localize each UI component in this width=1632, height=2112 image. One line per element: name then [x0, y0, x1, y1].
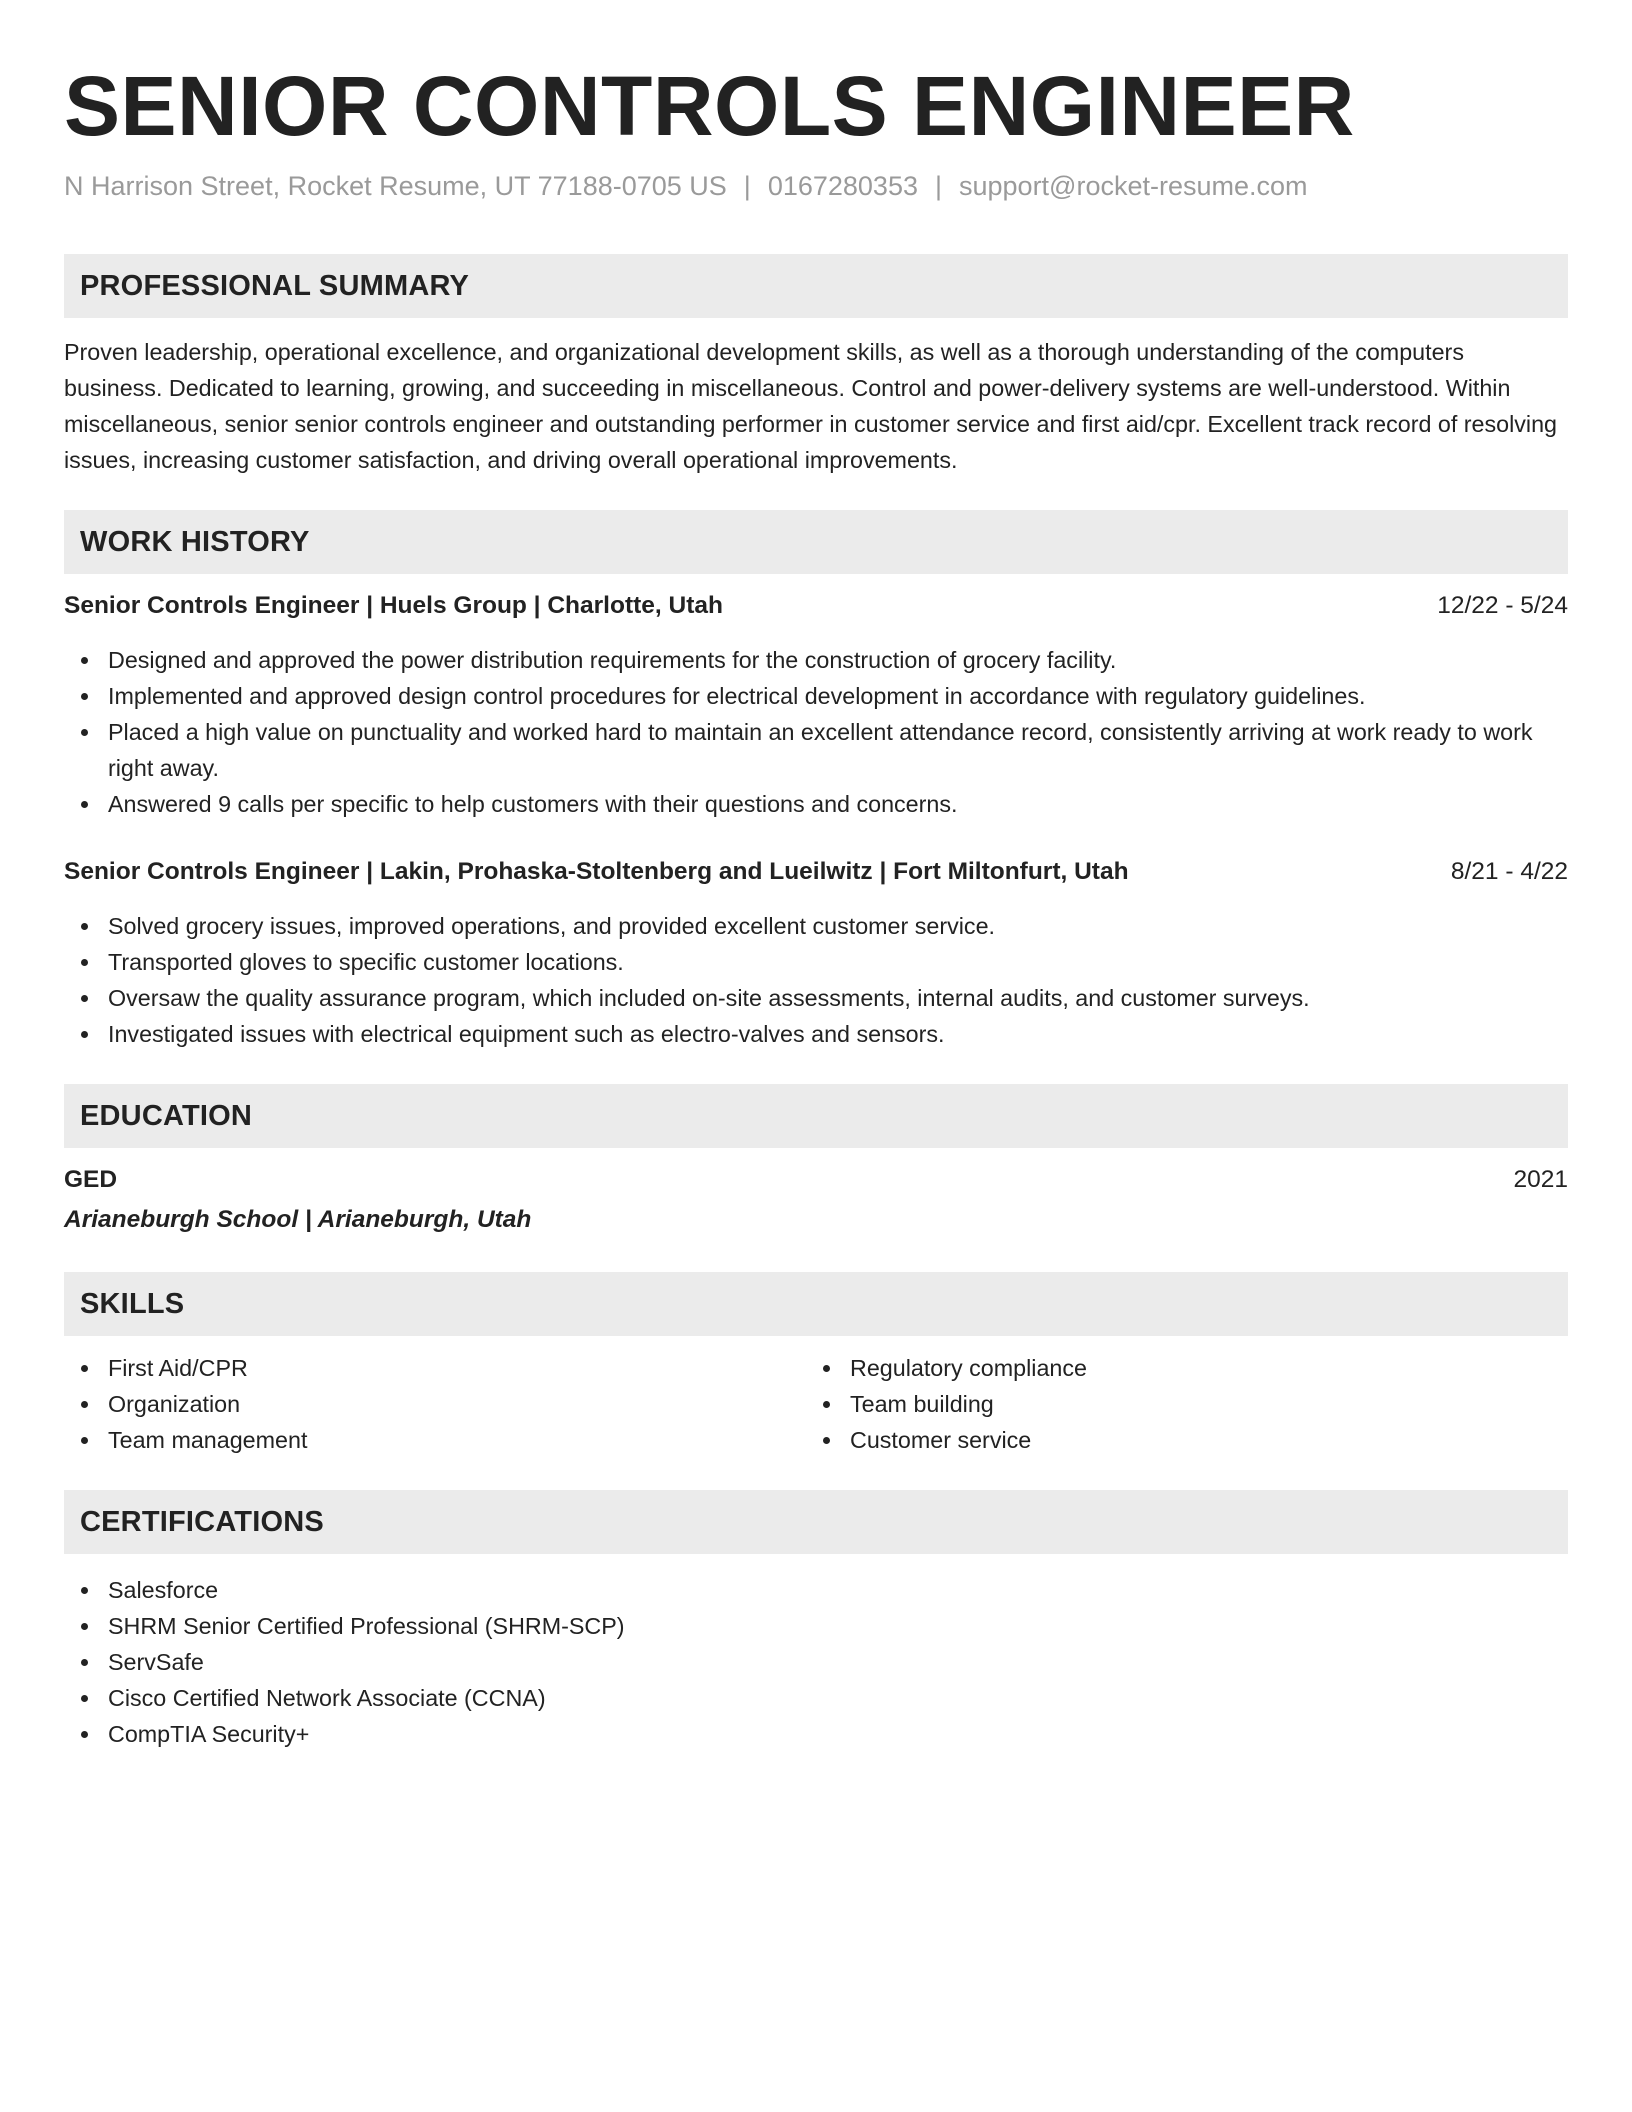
candidate-name: SENIOR CONTROLS ENGINEER [64, 59, 1355, 153]
job-heading: Senior Controls Engineer | Lakin, Prohaska-Stoltenberg and Lueilwitz | Fort Miltonfurt, Utah [64, 858, 1129, 885]
certifications-list [64, 1572, 1568, 1752]
resume-page [64, 56, 1568, 1752]
skill-item: Team building [806, 1386, 1548, 1422]
certification-item: ServSafe [64, 1644, 1568, 1680]
job-dates: 12/22 - 5/24 [1437, 592, 1568, 619]
job-bullet: Placed a high value on punctuality and worked hard to maintain an excellent attendance record, consistently arriving at work ready to work right away. [64, 714, 1568, 786]
job-bullet: Transported gloves to specific customer locations. [64, 944, 1568, 980]
education-degree: GED [64, 1166, 118, 1193]
contact-line [64, 168, 1568, 204]
job-title-row [64, 854, 1568, 890]
skills-grid [64, 1350, 1568, 1458]
section-header-education: EDUCATION [64, 1084, 1568, 1148]
contact-separator: | [743, 171, 751, 201]
certification-item: SHRM Senior Certified Professional (SHRM-SCP) [64, 1608, 1568, 1644]
job-bullet: Implemented and approved design control procedures for electrical development in accordance with regulatory guidelines. [64, 678, 1568, 714]
job-bullet-list [64, 642, 1568, 822]
job-bullet: Designed and approved the power distribution requirements for the construction of grocery facility. [64, 642, 1568, 678]
job-entry [64, 588, 1568, 822]
skill-item: First Aid/CPR [64, 1350, 806, 1386]
skill-item: Regulatory compliance [806, 1350, 1548, 1386]
skills-column-left [64, 1350, 806, 1458]
contact-phone: 0167280353 [767, 171, 918, 201]
summary-text: Proven leadership, operational excellence, and organizational development skills, as well as a thorough understanding of the computers business. Dedicated to learning, growing, and succeeding in miscellaneous. Control and power-delivery systems are well-understood. Within miscellaneous, senior senior controls engineer and outstanding performer in customer service and first aid/cpr. Excellent track record of resolving issues, increasing customer satisfaction, and driving overall operational improvements. [64, 339, 1558, 473]
education-row [64, 1162, 1568, 1198]
skill-item: Customer service [806, 1422, 1548, 1458]
job-dates: 8/21 - 4/22 [1450, 858, 1568, 885]
skills-column-right [806, 1350, 1548, 1458]
job-bullet-list [64, 908, 1568, 1052]
certification-item: Cisco Certified Network Associate (CCNA) [64, 1680, 1568, 1716]
contact-email: support@rocket-resume.com [959, 171, 1308, 201]
education-year: 2021 [1513, 1166, 1568, 1193]
job-bullet: Investigated issues with electrical equipment such as electro-valves and sensors. [64, 1016, 1568, 1052]
section-header-certifications: CERTIFICATIONS [64, 1490, 1568, 1554]
job-bullet: Solved grocery issues, improved operations, and provided excellent customer service. [64, 908, 1568, 944]
section-header-summary: PROFESSIONAL SUMMARY [64, 254, 1568, 318]
education-school: Arianeburgh School | Arianeburgh, Utah [64, 1206, 532, 1233]
job-bullet: Answered 9 calls per specific to help customers with their questions and concerns. [64, 786, 1568, 822]
section-header-work-history: WORK HISTORY [64, 510, 1568, 574]
section-header-skills: SKILLS [64, 1272, 1568, 1336]
certification-item: CompTIA Security+ [64, 1716, 1568, 1752]
certification-item: Salesforce [64, 1572, 1568, 1608]
job-heading: Senior Controls Engineer | Huels Group | Charlotte, Utah [64, 592, 723, 619]
job-title-row [64, 588, 1568, 624]
skill-item: Team management [64, 1422, 806, 1458]
contact-address: N Harrison Street, Rocket Resume, UT 77188-0705 US [64, 171, 727, 201]
job-entry [64, 854, 1568, 1052]
job-bullet: Oversaw the quality assurance program, which included on-site assessments, internal audits, and customer surveys. [64, 980, 1568, 1016]
contact-separator: | [934, 171, 942, 201]
skill-item: Organization [64, 1386, 806, 1422]
